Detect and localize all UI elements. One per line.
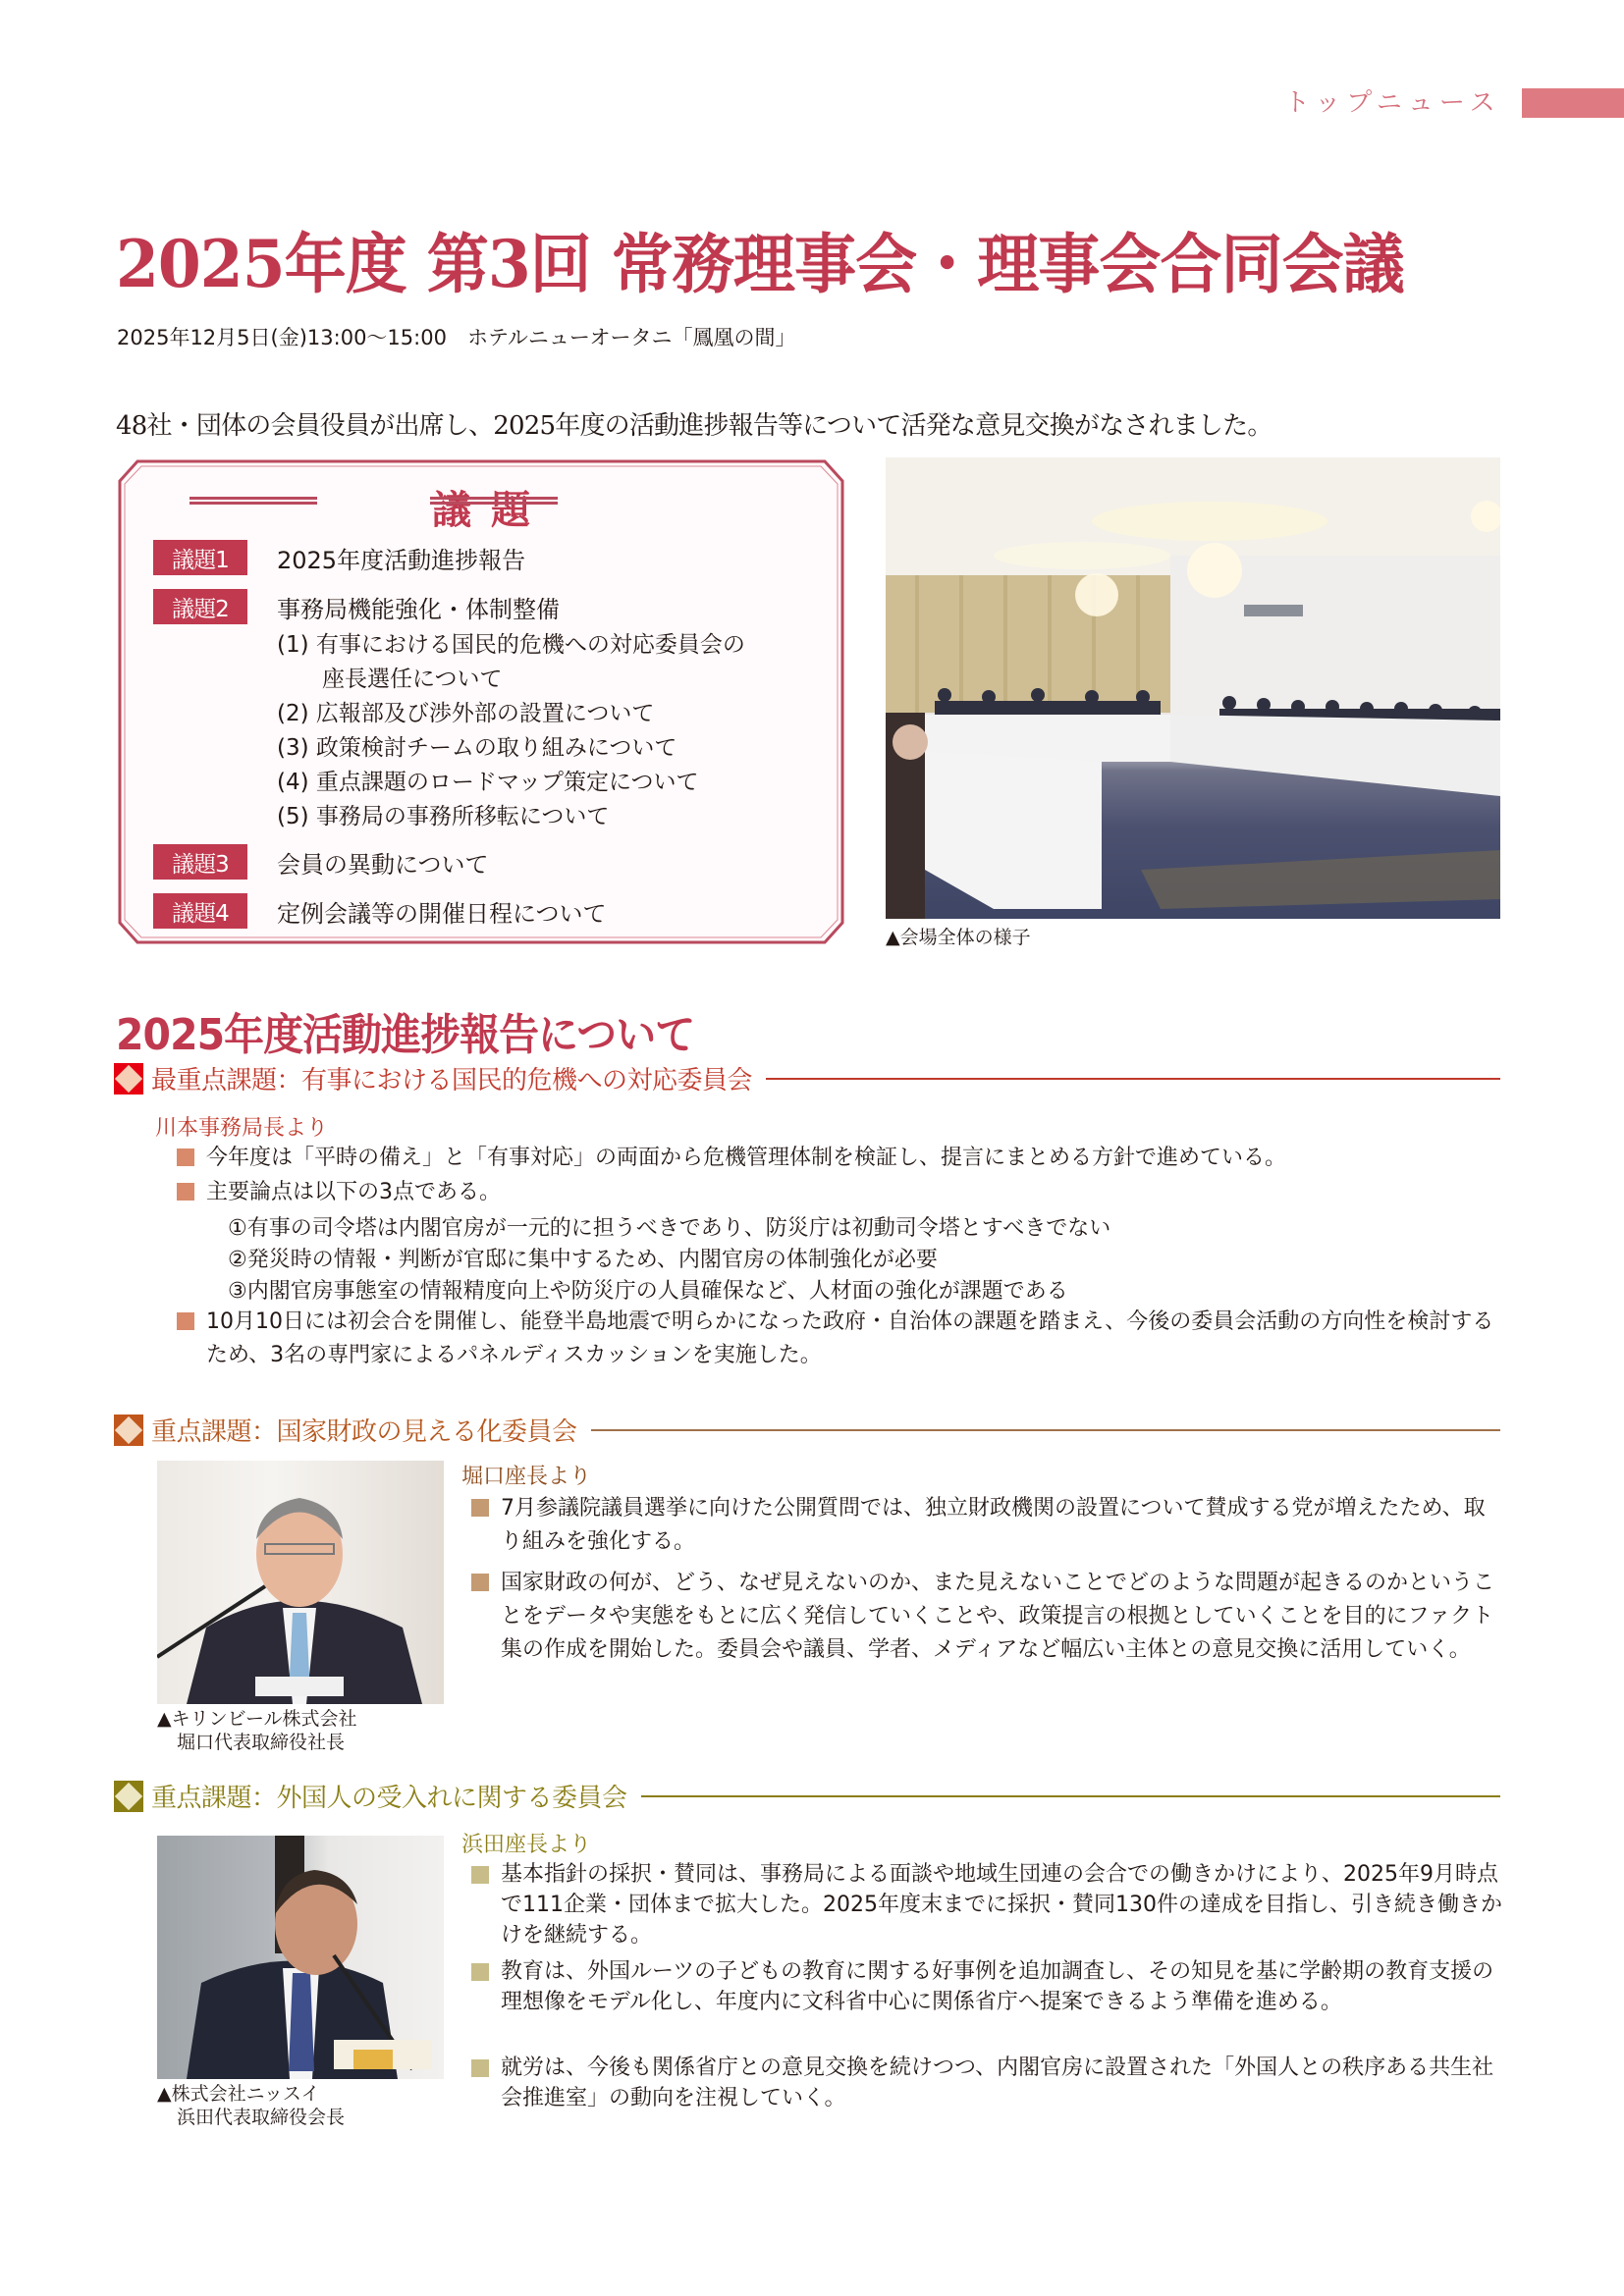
square-bullet-icon: [177, 1183, 194, 1201]
square-bullet-icon: [471, 1499, 489, 1517]
bullet-item: 教育は、外国ルーツの子どもの教育に関する好事例を追加調査し、その知見を基に学齢期の教育支援の理想像をモデル化し、年度内に文科省中心に関係省庁へ提案できるよう準備を進める。: [471, 1956, 1502, 2017]
bullet-item: 7月参議院議員選挙に向けた公開質問では、独立財政機関の設置について賛成する党が増えたため、取り組みを強化する。: [471, 1492, 1502, 1559]
topic-rule: [591, 1429, 1500, 1431]
topic-title: 最重点課題：有事における国民的危機への対応委員会: [151, 1066, 753, 1095]
agenda-item-text: 会員の異動について: [277, 850, 489, 879]
agenda-item-3: [153, 844, 489, 880]
agenda-heading-rule-right: [430, 497, 558, 505]
progress-report-heading: 2025年度活動進捗報告について: [116, 1010, 695, 1060]
square-bullet-icon: [471, 1963, 489, 1981]
agenda-sub-item: (2) 広報部及び渉外部の設置について: [277, 701, 655, 726]
bullet-item: 10月10日には初会合を開催し、能登半島地震で明らかになった政府・自治体の課題を踏まえ、今後の委員会活動の方向性を検討するため、3名の専門家によるパネルディスカッションを実施した。: [177, 1306, 1502, 1372]
portrait-caption-title: 浜田代表取締役会長: [177, 2107, 346, 2128]
diamond-icon: [114, 1415, 143, 1446]
portrait-caption-company: ▲キリンビール株式会社: [157, 1708, 357, 1730]
lead-paragraph: 48社・団体の会員役員が出席し、2025年度の活動進捗報告等について活発な意見交換がなされました。: [116, 411, 1272, 441]
agenda-item-text: 2025年度活動進捗報告: [277, 546, 526, 574]
portrait-illustration: [157, 1461, 444, 1704]
numbered-point: ③内閣官房事態室の情報精度向上や防災庁の人員確保など、人材面の強化が課題である: [228, 1279, 1068, 1304]
hall-photo-caption: ▲会場全体の様子: [886, 927, 1031, 948]
meeting-hall-photo: [886, 457, 1500, 919]
topic-heading-fiscal-committee: [114, 1412, 1500, 1448]
topic-title: 重点課題：国家財政の見える化委員会: [151, 1417, 577, 1447]
speaker-label: 川本事務局長より: [155, 1116, 329, 1141]
agenda-item-4: [153, 893, 607, 929]
agenda-heading: 議題: [432, 487, 550, 533]
speaker-label: 浜田座長より: [461, 1833, 592, 1857]
agenda-badge: 議題1: [153, 540, 247, 575]
topic-heading-foreign-workers-committee: [114, 1778, 1500, 1814]
agenda-item-text: 事務局機能強化・体制整備: [277, 595, 560, 623]
page-title: 2025年度 第3回 常務理事会・理事会合同会議: [116, 226, 1404, 302]
square-bullet-icon: [471, 2059, 489, 2077]
bullet-item: 就労は、今後も関係省庁との意見交換を続けつつ、内閣官房に設置された「外国人との秩序ある共生社会推進室」の動向を注視していく。: [471, 2053, 1502, 2113]
agenda-sub-item: (1) 有事における国民的危機への対応委員会の: [277, 632, 745, 658]
agenda-badge: 議題4: [153, 893, 247, 929]
hall-photo-illustration: [886, 457, 1500, 919]
topic-rule: [641, 1795, 1500, 1797]
numbered-point: ②発災時の情報・判断が官邸に集中するため、内閣官房の体制強化が必要: [228, 1248, 938, 1272]
diamond-icon: [114, 1063, 143, 1095]
agenda-item-1: [153, 540, 525, 575]
square-bullet-icon: [471, 1866, 489, 1884]
agenda-badge: 議題3: [153, 844, 247, 880]
agenda-item-text: 定例会議等の開催日程について: [277, 899, 607, 928]
agenda-sub-item: (5) 事務局の事務所移転について: [277, 804, 610, 829]
agenda-box: [116, 457, 846, 946]
portrait-hamada: [157, 1836, 444, 2079]
bullet-item: 主要論点は以下の3点である。: [177, 1176, 1512, 1209]
portrait-caption-company: ▲株式会社ニッスイ: [157, 2083, 320, 2105]
topic-rule: [766, 1078, 1500, 1080]
section-tag-bar: [1522, 88, 1624, 118]
topic-heading-crisis-committee: [114, 1060, 1500, 1096]
agenda-badge: 議題2: [153, 589, 247, 624]
agenda-sub-item: (4) 重点課題のロードマップ策定について: [277, 770, 699, 795]
meeting-date-venue: 2025年12月5日(金)13:00～15:00 ホテルニューオータニ「鳳凰の間」: [117, 326, 796, 349]
bullet-item: 基本指針の採択・賛同は、事務局による面談や地域生団連の会合での働きかけにより、2025年9月時点で111企業・団体まで拡大した。2025年度末までに採択・賛同130件の達成を目指し、引き続き働きかけを継続する。: [471, 1859, 1502, 1950]
agenda-sub-item: 座長選任について: [322, 667, 503, 692]
agenda-item-2: [153, 589, 560, 624]
section-tag: トップニュース: [1284, 88, 1501, 118]
square-bullet-icon: [177, 1312, 194, 1330]
numbered-point: ①有事の司令塔は内閣官房が一元的に担うべきであり、防災庁は初動司令塔とすべきでない: [228, 1216, 1111, 1241]
portrait-illustration: [157, 1836, 444, 2079]
portrait-horiguchi: [157, 1461, 444, 1704]
square-bullet-icon: [471, 1574, 489, 1591]
square-bullet-icon: [177, 1148, 194, 1166]
bullet-item: 今年度は「平時の備え」と「有事対応」の両面から危機管理体制を検証し、提言にまとめる方針で進めている。: [177, 1142, 1512, 1175]
diamond-icon: [114, 1781, 143, 1812]
agenda-sub-item: (3) 政策検討チームの取り組みについて: [277, 735, 677, 761]
portrait-caption-title: 堀口代表取締役社長: [177, 1732, 346, 1753]
topic-title: 重点課題：外国人の受入れに関する委員会: [151, 1784, 627, 1813]
bullet-item: 国家財政の何が、どう、なぜ見えないのか、また見えないことでどのような問題が起きるのかということをデータや実態をもとに広く発信していくことや、政策提言の根拠としていくことを目的にファクト集の作成を開始した。委員会や議員、学者、メディアなど幅広い主体との意見交換に活用していく。: [471, 1567, 1502, 1667]
speaker-label: 堀口座長より: [461, 1465, 592, 1489]
